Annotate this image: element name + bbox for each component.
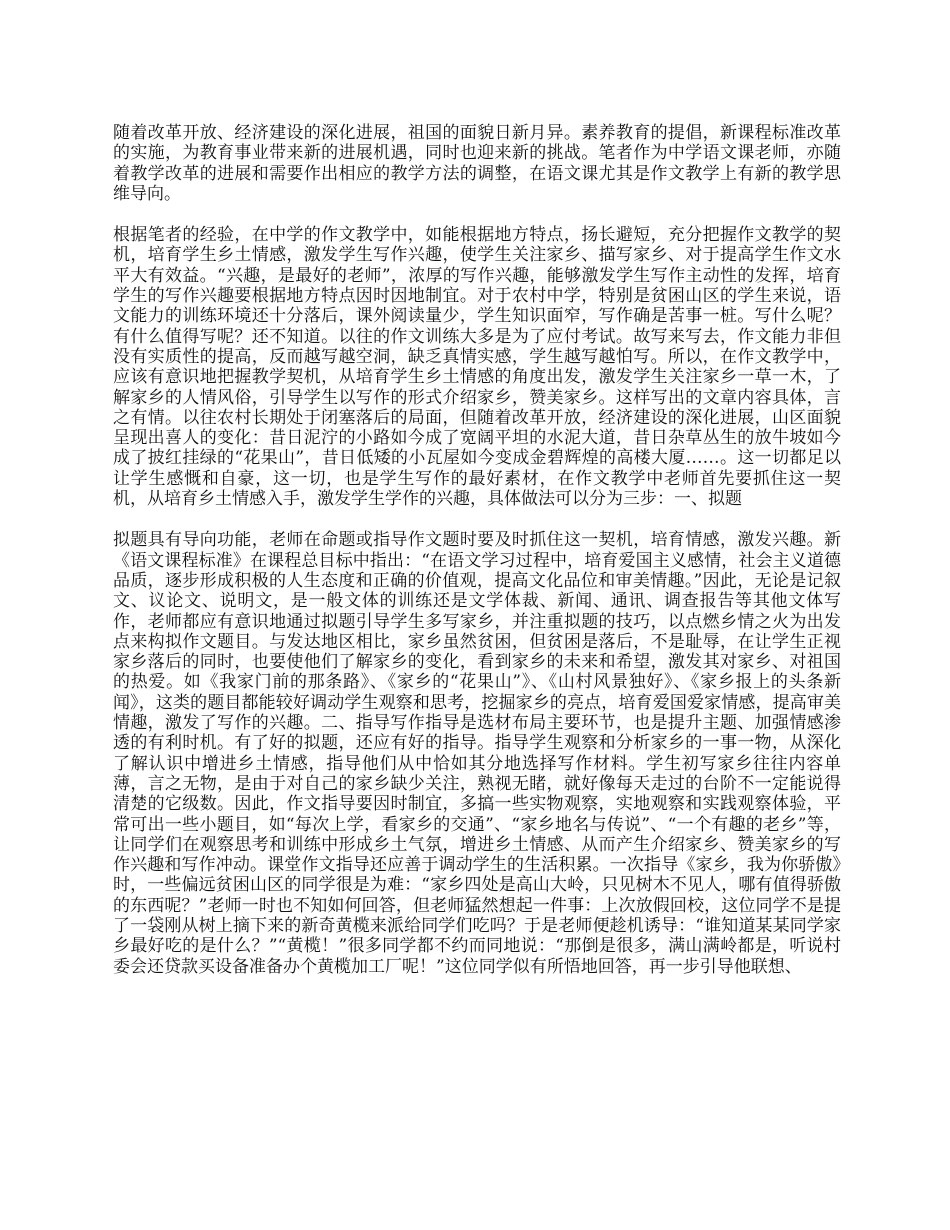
- paragraph-intro: 随着改革开放、经济建设的深化进展，祖国的面貌日新月异。素养教育的提倡，新课程标准改革的实施，为教育事业带来新的进展机遇，同时也迎来新的挑战。笔者作为中学语文课老师，亦随着教学改革的进展和需要作出相应的教学方法的调整，在语文课尤其是作文教学上有新的教学思维导向。: [113, 123, 841, 204]
- paragraph-experience: 根据笔者的经验，在中学的作文教学中，如能根据地方特点，扬长避短，充分把握作文教学的契机，培育学生乡土情感，激发学生写作兴趣，使学生关注家乡、描写家乡、对于提高学生作文水平大有效益。“兴趣，是最好的老师”，浓厚的写作兴趣，能够激发学生写作主动性的发挥，培育学生的写作兴趣要根据地方特点因时因地制宜。对于农村中学，特别是贫困山区的学生来说，语文能力的训练环境还十分落后，课外阅读量少，学生知识面窄，写作确是苦事一桩。写什么呢？有什么值得写呢？还不知道。以往的作文训练大多是为了应付考试。故写来写去，作文能力非但没有实质性的提高，反而越写越空洞，缺乏真情实感，学生越写越怕写。所以，在作文教学中，应该有意识地把握教学契机，从培育学生乡土情感的角度出发，激发学生关注家乡一草一木，了解家乡的人情风俗，引导学生以写作的形式介绍家乡，赞美家乡。这样写出的文章内容具体，言之有情。以往农村长期处于闭塞落后的局面，但随着改革开放，经济建设的深化进展，山区面貌呈现出喜人的变化：昔日泥泞的小路如今成了宽阔平坦的水泥大道，昔日杂草丛生的放牛坡如今成了披红挂绿的“花果山”，昔日低矮的小瓦屋如今变成金碧辉煌的高楼大厦……。这一切都足以让学生感慨和自豪，这一切，也是学生写作的最好素材，在作文教学中老师首先要抓住这一契机，从培育乡土情感入手，激发学生学作的兴趣，具体做法可以分为三步：一、拟题: [113, 225, 841, 510]
- document-page: [113, 123, 841, 998]
- paragraph-title-setting: 拟题具有导向功能，老师在命题或指导作文题时要及时抓住这一契机，培育情感，激发兴趣。新《语文课程标准》在课程总目标中指出：“在语文学习过程中，培育爱国主义感情，社会主义道德品质，逐步形成积极的人生态度和正确的价值观，提高文化品位和审美情趣。”因此，无论是记叙文、议论文、说明文，是一般文体的训练还是文学体裁、新闻、通讯、调查报告等其他文体写作，老师都应有意识地通过拟题引导学生多写家乡，并注重拟题的技巧，以点燃乡情之火为出发点来构拟作文题目。与发达地区相比，家乡虽然贫困，但贫困是落后，不是耻辱，在让学生正视家乡落后的同时，也要使他们了解家乡的变化，看到家乡的未来和希望，激发其对家乡、对祖国的热爱。如《我家门前的那条路》、《家乡的“花果山”》、《山村风景独好》、《家乡报上的头条新闻》，这类的题目都能较好调动学生观察和思考，挖掘家乡的亮点，培育爱国爱家情感，提高审美情趣，激发了写作的兴趣。二、指导写作指导是选材布局主要环节，也是提升主题、加强情感渗透的有利时机。有了好的拟题，还应有好的指导。指导学生观察和分析家乡的一事一物，从深化了解认识中增进乡土情感，指导他们从中恰如其分地选择写作材料。学生初写家乡往往内容单薄，言之无物，是由于对自己的家乡缺少关注，熟视无睹，就好像每天走过的台阶不一定能说得清楚的它级数。因此，作文指导要因时制宜，多搞一些实物观察，实地观察和实践观察体验，平常可出一些小题目，如“每次上学，看家乡的交通”、“家乡地名与传说”、“一个有趣的老乡”等，让同学们在观察思考和训练中形成乡土气氛，增进乡土情感、从而产生介绍家乡、赞美家乡的写作兴趣和写作冲动。课堂作文指导还应善于调动学生的生活积累。一次指导《家乡，我为你骄傲》时，一些偏远贫困山区的同学很是为难：“家乡四处是高山大岭，只见树木不见人，哪有值得骄傲的东西呢？”老师一时也不知如何回答，但老师猛然想起一件事：上次放假回校，这位同学不是提了一袋刚从树上摘下来的新奇黄榄来派给同学们吃吗？于是老师便趁机诱导：“谁知道某某同学家乡最好吃的是什么？”“黄榄！”很多同学都不约而同地说：“那倒是很多，满山满岭都是，听说村委会还贷款买设备准备办个黄榄加工厂呢！”这位同学似有所悟地回答，再一步引导他联想、: [113, 530, 841, 977]
